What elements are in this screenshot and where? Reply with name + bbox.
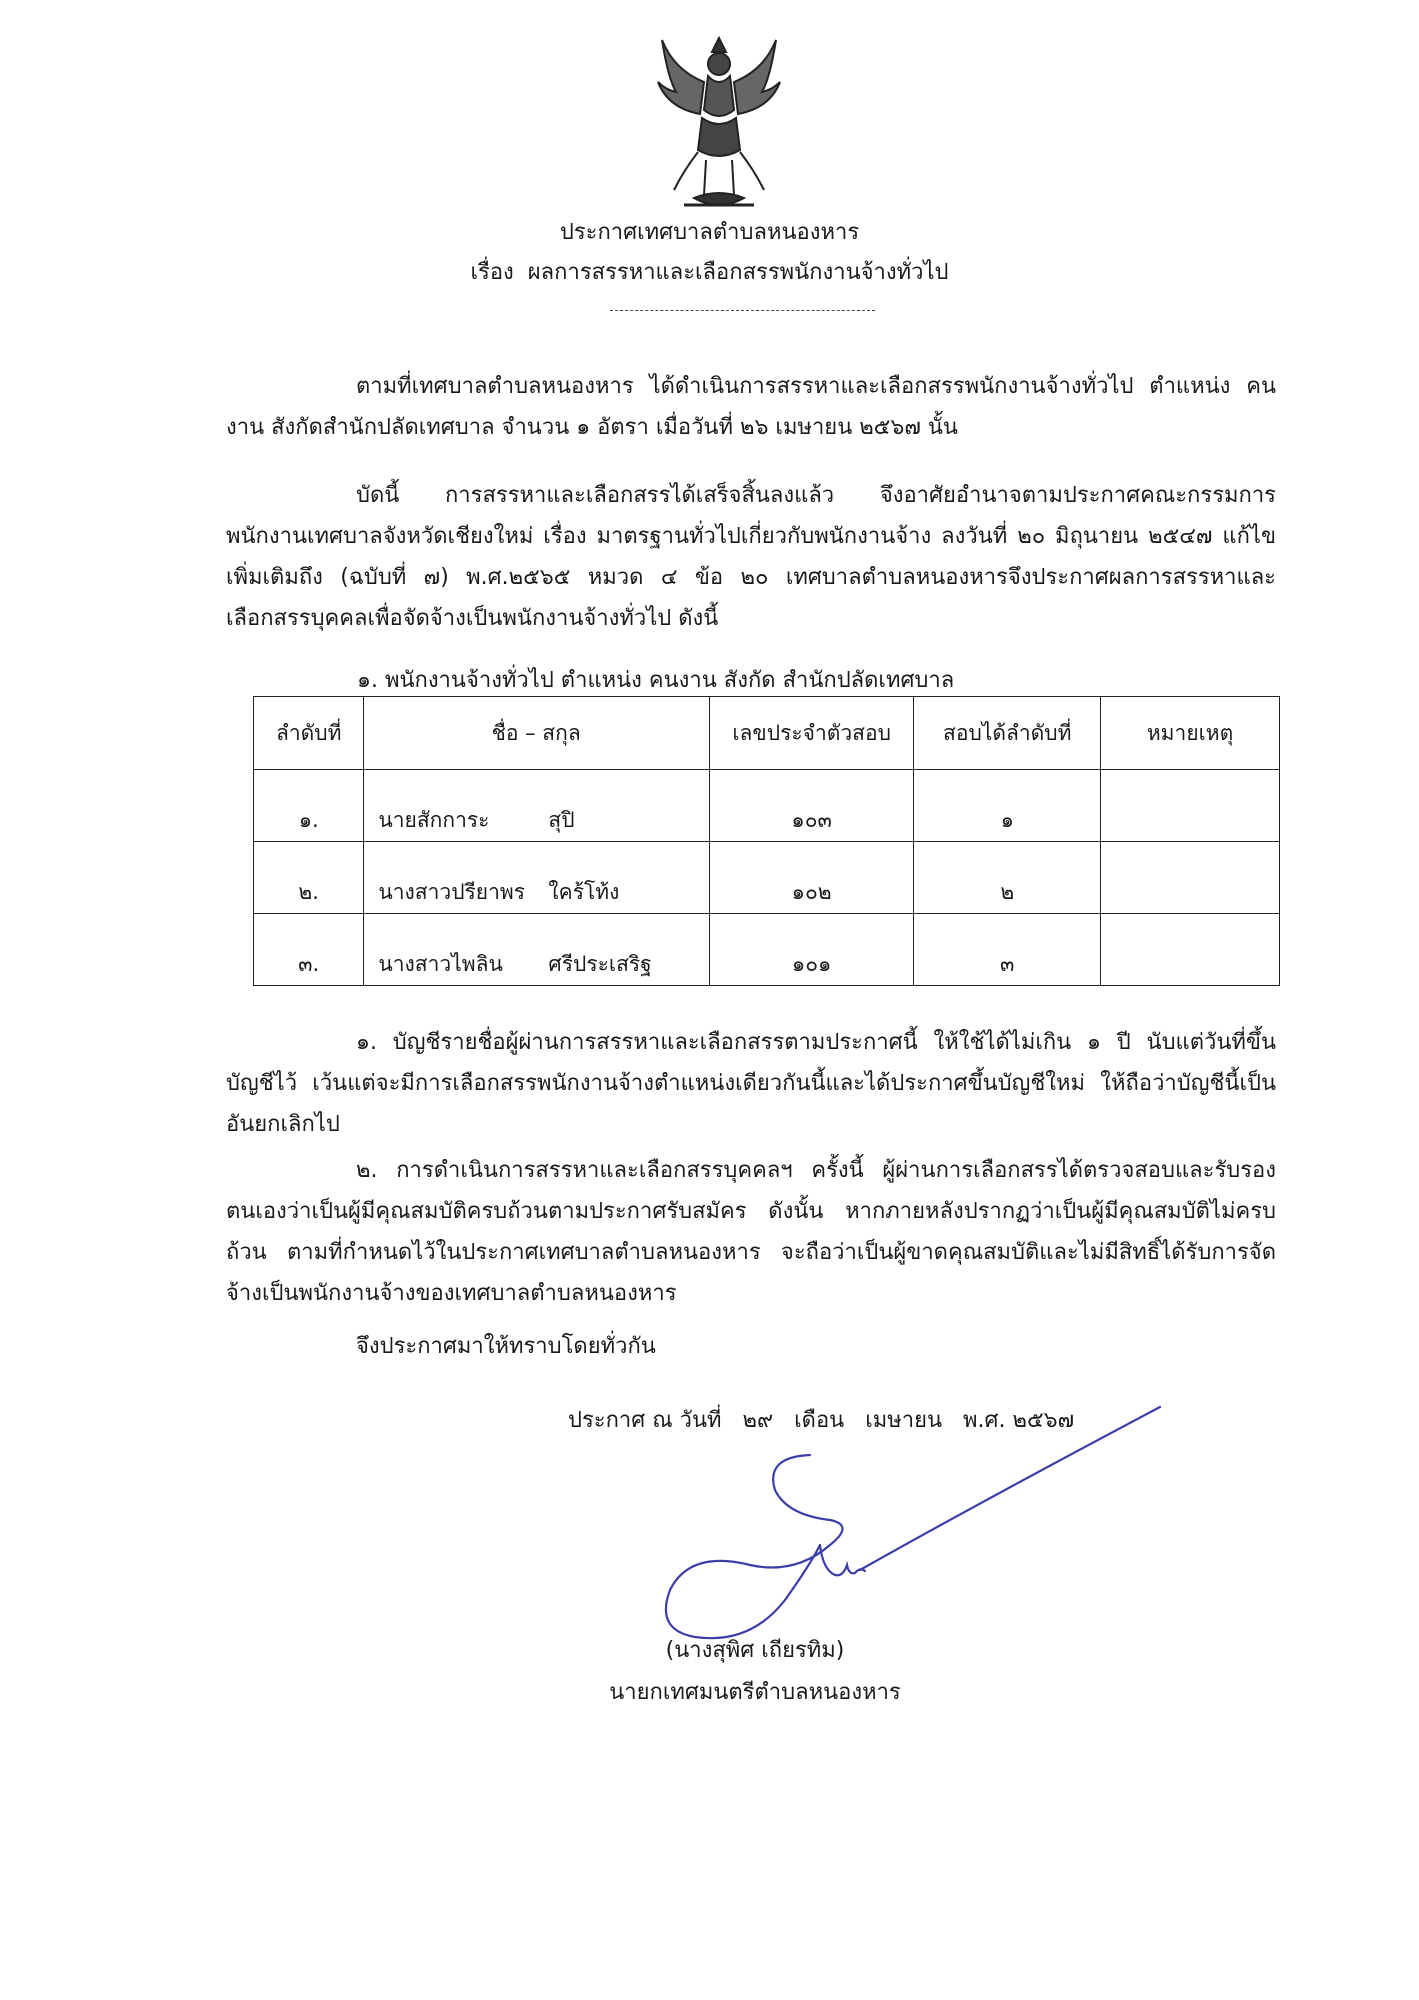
date-day: ๒๙ xyxy=(742,1408,774,1433)
table-row xyxy=(254,842,1280,914)
paragraph-intro-text: ตามที่เทศบาลตำบลหนองหาร ได้ดำเนินการสรรหาและเลือกสรรพนักงานจ้างทั่วไป ตำแหน่ง คนงาน สังกัดสำนักปลัดเทศบาล จำนวน ๑ อัตรา เมื่อวันที่ ๒๖ เมษายน ๒๕๖๗ นั้น xyxy=(226,374,1276,440)
row-first-name: นางสาวปรียาพร xyxy=(378,880,526,904)
row-note xyxy=(1101,914,1280,986)
row-first-name: นายสักการะ xyxy=(378,808,490,832)
table-header-row xyxy=(254,697,1280,770)
row-rank: ๓ xyxy=(914,914,1101,986)
row-name xyxy=(364,914,710,986)
garuda-emblem-icon xyxy=(654,30,784,215)
header-exam-id: เลขประจำตัวสอบ xyxy=(709,697,913,770)
subject-label: เรื่อง xyxy=(470,260,514,285)
announcement-title: ประกาศเทศบาลตำบลหนองหาร xyxy=(559,220,860,245)
title-divider xyxy=(610,310,875,311)
table-caption: ๑. พนักงานจ้างทั่วไป ตำแหน่ง คนงาน สังกัด สำนักปลัดเทศบาล xyxy=(357,668,955,693)
closing-statement: จึงประกาศมาให้ทราบโดยทั่วกัน xyxy=(356,1334,656,1359)
header-order: ลำดับที่ xyxy=(254,697,364,770)
row-last-name: สุปิ xyxy=(548,808,575,832)
header-rank: สอบได้ลำดับที่ xyxy=(914,697,1101,770)
paragraph-authority-text: บัดนี้ การสรรหาและเลือกสรรได้เสร็จสิ้นลงแล้ว จึงอาศัยอำนาจตามประกาศคณะกรรมการพนักงานเทศบาลจังหวัดเชียงใหม่ เรื่อง มาตรฐานทั่วไปเกี่ยวกับพนักงานจ้าง ลงวันที่ ๒๐ มิถุนายน ๒๕๔๗ แก้ไขเพิ่มเติมถึง (ฉบับที่ ๗) พ.ศ.๒๕๖๕ หมวด ๔ ข้อ ๒๐ เทศบาลตำบลหนองหารจึงประกาศผลการสรรหาและเลือกสรรบุคคลเพื่อจัดจ้างเป็นพนักงานจ้างทั่วไป ดังนี้ xyxy=(226,483,1276,631)
header-name: ชื่อ – สกุล xyxy=(364,697,710,770)
paragraph-authority xyxy=(226,475,1276,639)
row-rank: ๒ xyxy=(914,842,1101,914)
row-exam-id: ๑๐๓ xyxy=(709,770,913,842)
row-order: ๑. xyxy=(254,770,364,842)
signer-title: นายกเทศมนตรีตำบลหนองหาร xyxy=(609,1680,901,1705)
paragraph-list-validity xyxy=(226,1022,1276,1145)
announcement-subject xyxy=(0,258,1419,288)
row-note xyxy=(1101,770,1280,842)
row-name xyxy=(364,770,710,842)
date-label: ประกาศ ณ วันที่ xyxy=(568,1408,722,1433)
header-note: หมายเหตุ xyxy=(1101,697,1280,770)
row-exam-id: ๑๐๑ xyxy=(709,914,913,986)
subject-text: ผลการสรรหาและเลือกสรรพนักงานจ้างทั่วไป xyxy=(527,260,949,285)
paragraph-intro xyxy=(226,366,1276,448)
signer-name: (นางสุพิศ เถียรทิม) xyxy=(665,1638,845,1663)
row-first-name: นางสาวไพลิน xyxy=(378,952,503,976)
row-order: ๓. xyxy=(254,914,364,986)
handwritten-signature-icon xyxy=(655,1395,1175,1655)
row-exam-id: ๑๐๒ xyxy=(709,842,913,914)
paragraph-qualification xyxy=(226,1150,1276,1314)
paragraph-qualification-text: ๒. การดำเนินการสรรหาและเลือกสรรบุคคลฯ ครั้งนี้ ผู้ผ่านการเลือกสรรได้ตรวจสอบและรับรองตนเองว่าเป็นผู้มีคุณสมบัติครบถ้วนตามประกาศรับสมัคร ดังนั้น หากภายหลังปรากฏว่าเป็นผู้มีคุณสมบัติไม่ครบถ้วน ตามที่กำหนดไว้ในประกาศเทศบาลตำบลหนองหาร จะถือว่าเป็นผู้ขาดคุณสมบัติและไม่มีสิทธิ์ได้รับการจัดจ้างเป็นพนักงานจ้างของเทศบาลตำบลหนองหาร xyxy=(226,1158,1276,1306)
row-rank: ๑ xyxy=(914,770,1101,842)
row-note xyxy=(1101,842,1280,914)
row-order: ๒. xyxy=(254,842,364,914)
results-table xyxy=(253,696,1280,986)
paragraph-list-validity-text: ๑. บัญชีรายชื่อผู้ผ่านการสรรหาและเลือกสรรตามประกาศนี้ ให้ใช้ได้ไม่เกิน ๑ ปี นับแต่วันที่ขึ้นบัญชีไว้ เว้นแต่จะมีการเลือกสรรพนักงานจ้างตำแหน่งเดียวกันนี้และได้ประกาศขึ้นบัญชีใหม่ ให้ถือว่าบัญชีนี้เป็นอันยกเลิกไป xyxy=(226,1030,1276,1137)
date-month-label: เดือน xyxy=(794,1408,845,1433)
row-last-name: ใคร้โท้ง xyxy=(548,880,620,904)
table-row xyxy=(254,770,1280,842)
date-month: เมษายน xyxy=(865,1408,943,1433)
table-row xyxy=(254,914,1280,986)
row-last-name: ศรีประเสริฐ xyxy=(548,952,652,976)
row-name xyxy=(364,842,710,914)
date-year: พ.ศ. ๒๕๖๗ xyxy=(963,1408,1075,1433)
